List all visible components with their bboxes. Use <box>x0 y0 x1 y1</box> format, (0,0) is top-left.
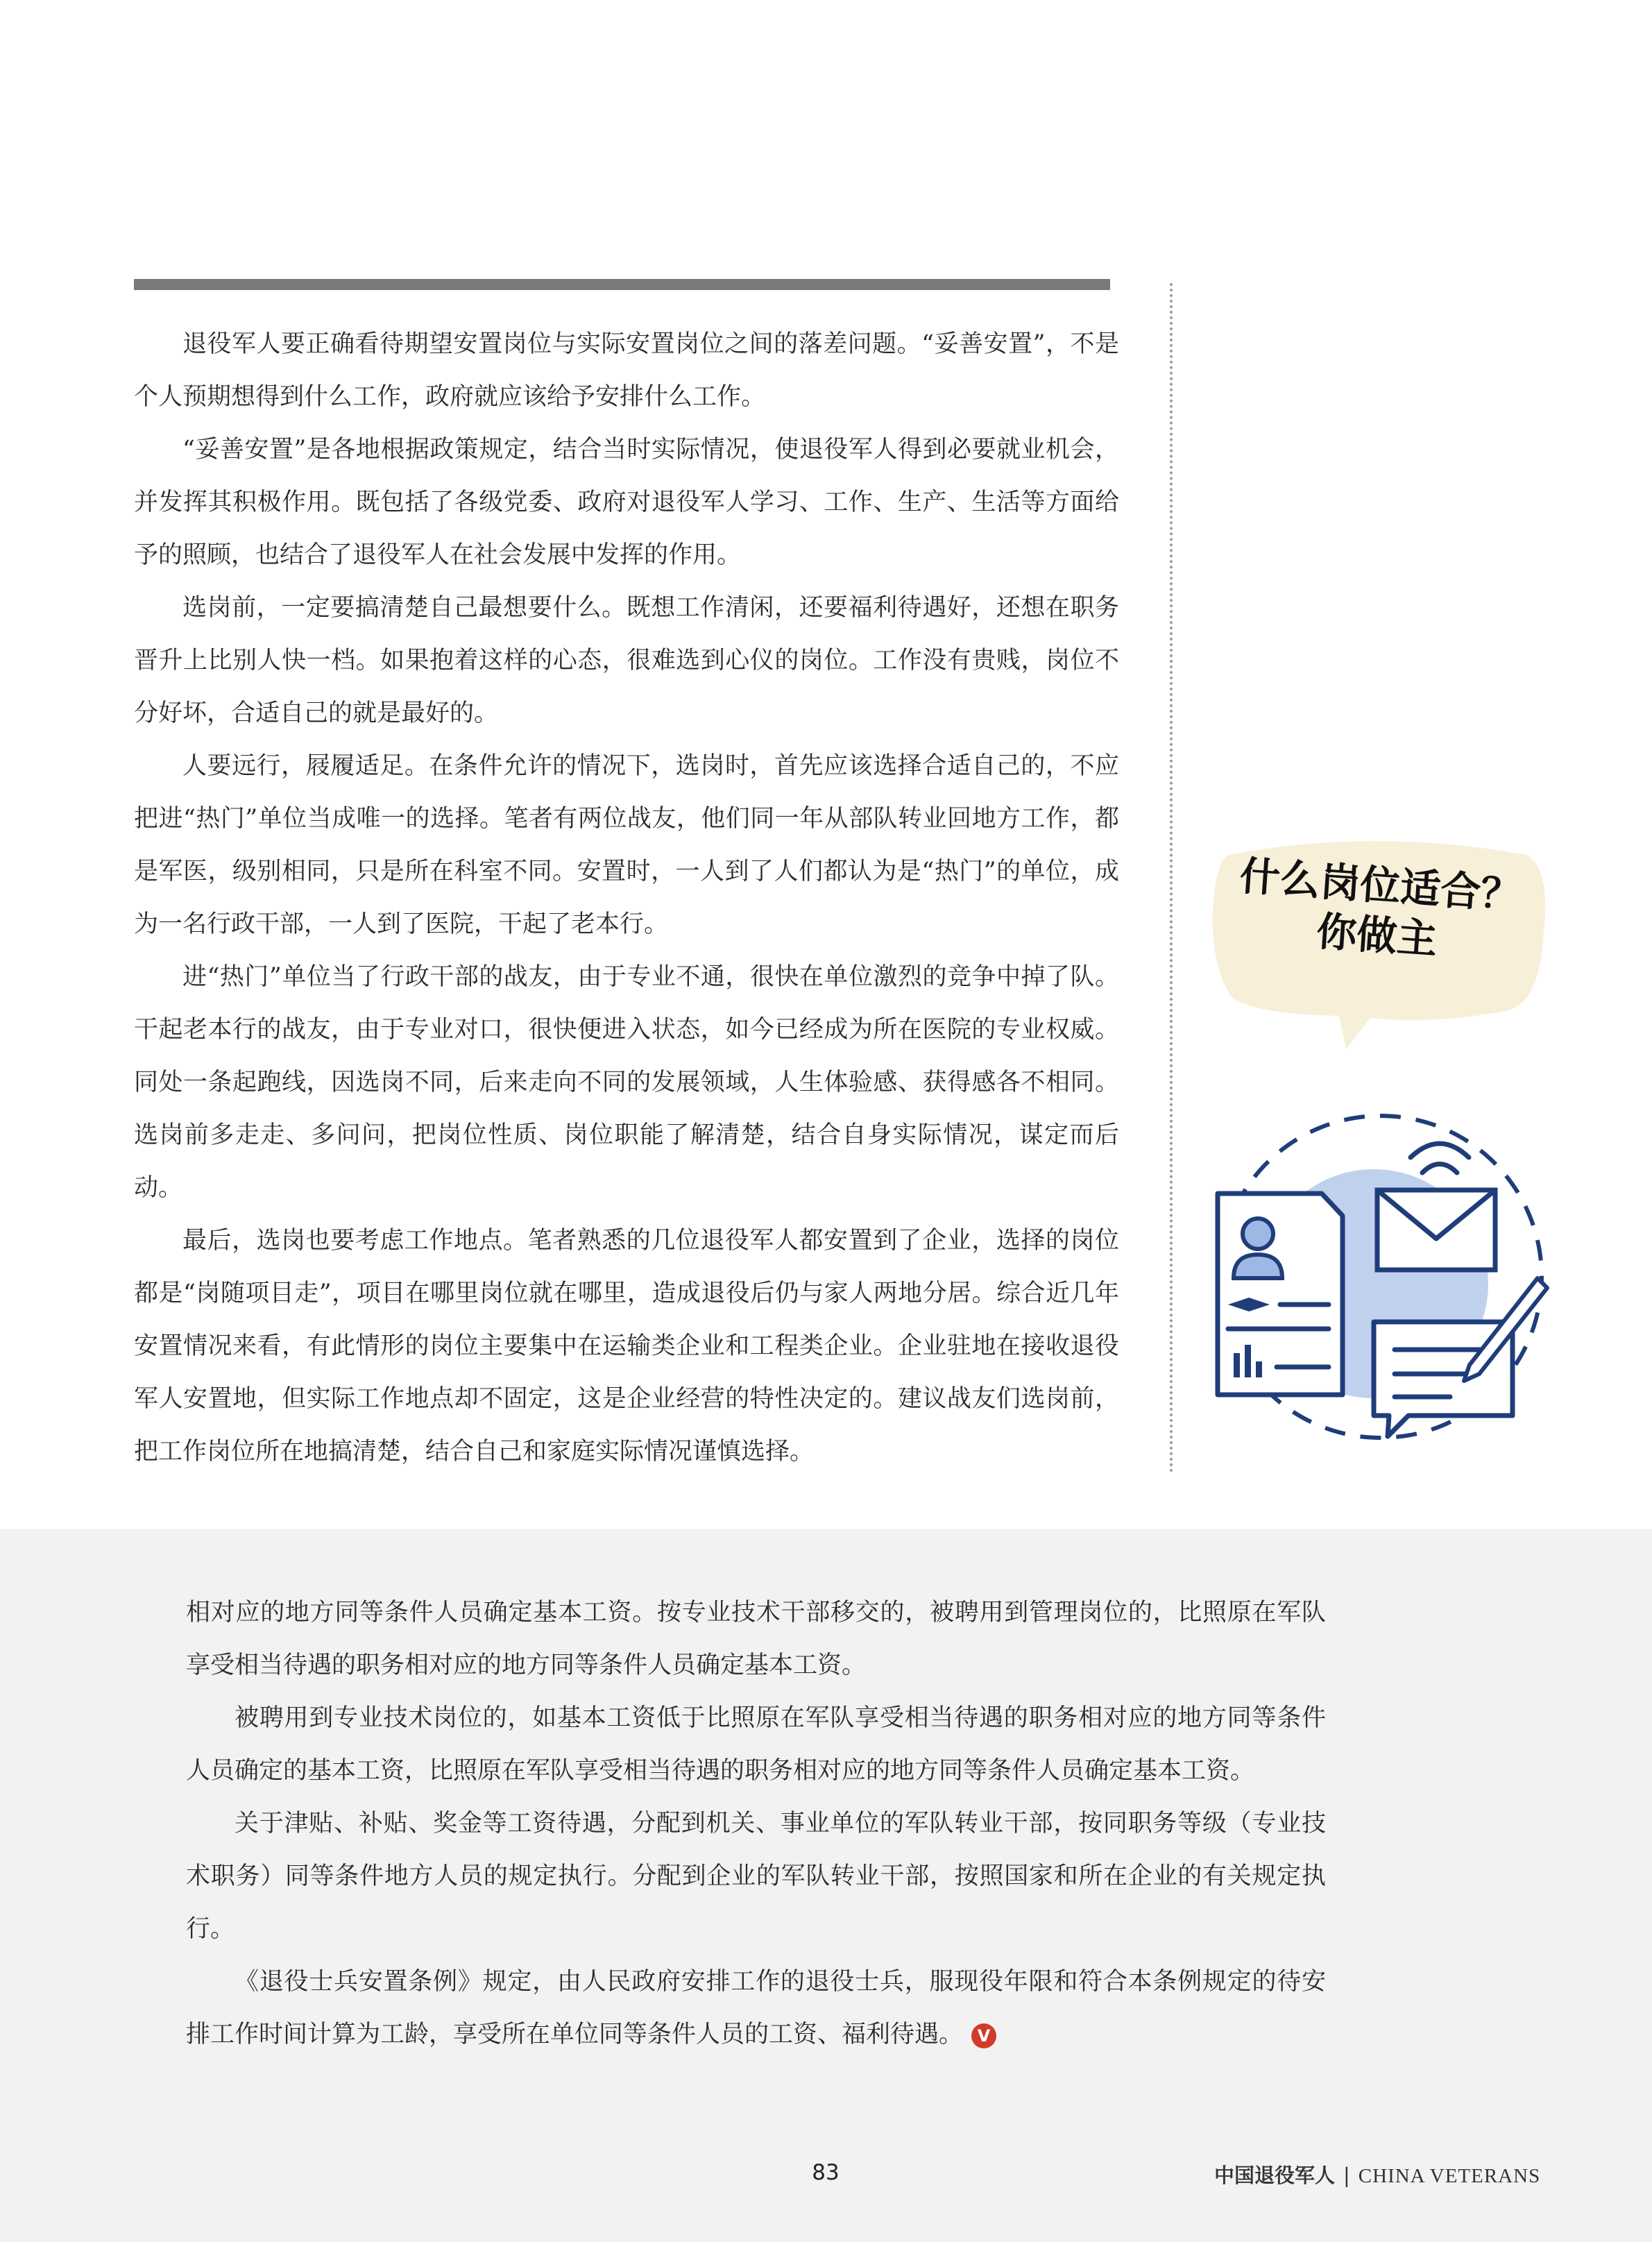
article-paragraph: 最后，选岗也要考虑工作地点。笔者熟悉的几位退役军人都安置到了企业，选择的岗位都是“岗随项目走”，项目在哪里岗位就在哪里，造成退役后仍与家人两地分居。综合近几年安置情况来看，有此情形的岗位主要集中在运输类企业和工程类企业。企业驻地在接收退役军人安置地，但实际工作地点却不固定，这是企业经营的特性决定的。建议战友们选岗前，把工作岗位所在地搞清楚，结合自己和家庭实际情况谨慎选择。 <box>134 1227 1119 1466</box>
envelope-icon <box>1377 1190 1495 1270</box>
bottom-paragraph: 相对应的地方同等条件人员确定基本工资。按专业技术干部移交的，被聘用到管理岗位的，比照原在军队享受相当待遇的职务相对应的地方同等条件人员确定基本工资。 <box>186 1599 1326 1679</box>
bubble-title-line: 什么岗位适合？ <box>1238 852 1523 919</box>
page-number: 83 <box>812 2160 840 2185</box>
magazine-name-cn: 中国退役军人 <box>1214 2164 1336 2187</box>
article-paragraph: 进“热门”单位当了行政干部的战友，由于专业不通，很快在单位激烈的竞争中掉了队。干起老本行的战友，由于专业对口，很快便进入状态，如今已经成为所在医院的专业权威。同处一条起跑线，因选岗不同，后来走向不同的发展领域，人生体验感、获得感各不相同。选岗前多走走、多问问，把岗位性质、岗位职能了解清楚，结合自身实际情况，谋定而后动。 <box>134 963 1119 1202</box>
article-paragraph: 选岗前，一定要搞清楚自己最想要什么。既想工作清闲，还要福利待遇好，还想在职务晋升上比别人快一档。如果抱着这样的心态，很难选到心仪的岗位。工作没有贵贱，岗位不分好坏，合适自己的就是最好的。 <box>134 594 1119 727</box>
bottom-paragraph-text: 《退役士兵安置条例》规定，由人民政府安排工作的退役士兵，服现役年限和符合本条例规定的待安排工作时间计算为工龄，享受所在单位同等条件人员的工资、福利待遇。 <box>186 1968 1326 2048</box>
article-paragraph: 退役军人要正确看待期望安置岗位与实际安置岗位之间的落差问题。“妥善安置”，不是个人预期想得到什么工作，政府就应该给予安排什么工作。 <box>134 330 1119 411</box>
article-paragraph: “妥善安置”是各地根据政策规定，结合当时实际情况，使退役军人得到必要就业机会，并发挥其积极作用。既包括了各级党委、政府对退役军人学习、工作、生产、生活等方面给予的照顾，也结合了退役军人在社会发展中发挥的作用。 <box>134 436 1119 569</box>
bottom-paragraph: 关于津贴、补贴、奖金等工资待遇，分配到机关、事业单位的军队转业干部，按同职务等级（专业技术职务）同等条件地方人员的规定执行。分配到企业的军队转业干部，按照国家和所在企业的有关规定执行。 <box>186 1810 1326 1943</box>
magazine-name-en: CHINA VETERANS <box>1358 2165 1541 2187</box>
bottom-paragraph <box>186 1955 1326 2061</box>
column-divider <box>1170 283 1173 1473</box>
magazine-name <box>1214 2160 1540 2189</box>
bottom-paragraph: 被聘用到专业技术岗位的，如基本工资低于比照原在军队享受相当待遇的职务相对应的地方同等条件人员确定的基本工资，比照原在军队享受相当待遇的职务相对应的地方同等条件人员确定基本工资。 <box>186 1704 1326 1785</box>
signal-waves-icon <box>1411 1144 1469 1173</box>
article-body <box>134 318 1119 1478</box>
resume-illustration <box>1200 1096 1561 1457</box>
end-mark-icon: V <box>971 2023 996 2048</box>
bottom-body <box>186 1586 1326 2061</box>
article-paragraph: 人要远行，屐履适足。在条件允许的情况下，选岗时，首先应该选择合适自己的，不应把进“热门”单位当成唯一的选择。笔者有两位战友，他们同一年从部队转业回地方工作，都是军医，级别相同，只是所在科室不同。安置时，一人到了人们都认为是“热门”的单位，成为一名行政干部，一人到了医院，干起了老本行。 <box>134 752 1119 938</box>
magazine-separator: | <box>1343 2164 1350 2187</box>
top-rule <box>134 279 1110 290</box>
bubble-title-line: 你做主 <box>1315 907 1439 963</box>
resume-document-icon <box>1218 1194 1343 1395</box>
